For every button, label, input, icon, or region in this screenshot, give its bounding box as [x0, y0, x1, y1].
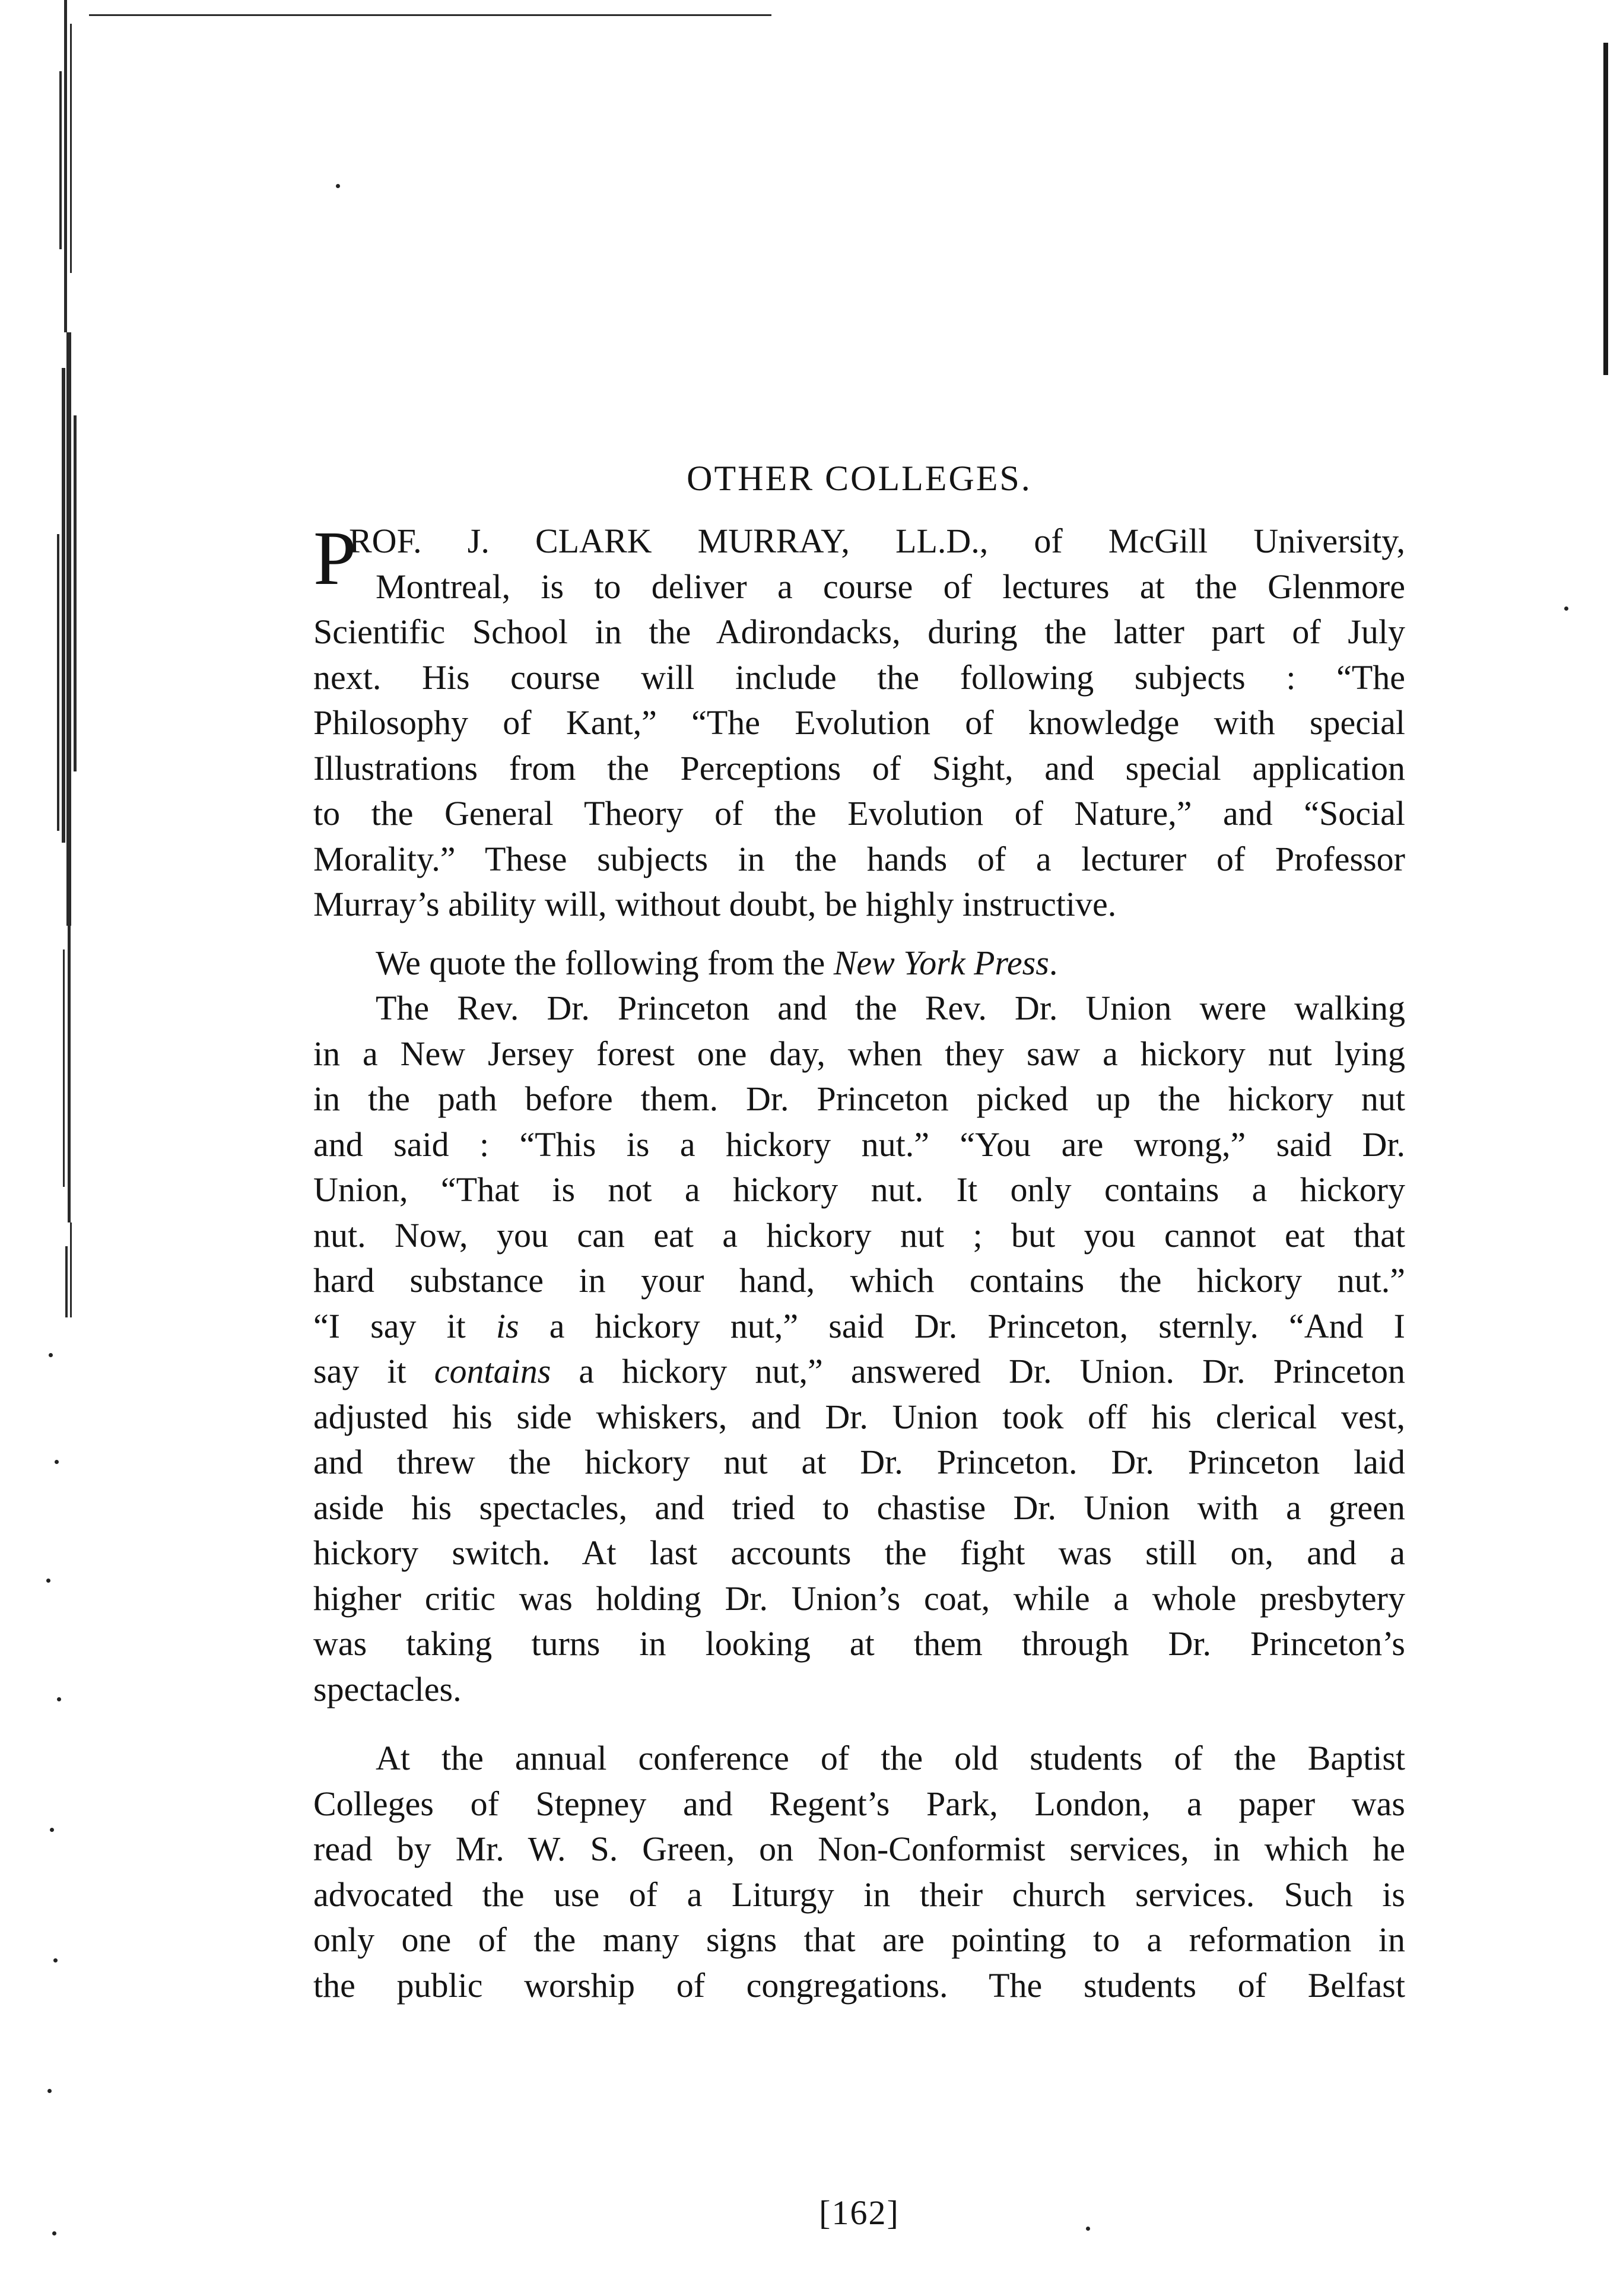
text-line: in the path before them. Dr. Princeton picked up the hickory nut — [313, 1079, 1405, 1118]
page-content — [313, 457, 1406, 2232]
text-line: nut. Now, you can eat a hickory nut ; but you cannot eat that — [313, 1215, 1405, 1255]
text-line: and threw the hickory nut at Dr. Princeton. Dr. Princeton laid — [313, 1443, 1405, 1481]
text-run: We quote the following from the — [376, 943, 834, 982]
text-run: say it — [313, 1352, 434, 1390]
text-line: advocated the use of a Liturgy in their church services. Such is — [313, 1875, 1405, 1914]
text-line: hickory switch. At last accounts the fight was still on, and a — [313, 1533, 1405, 1572]
dropcap: P — [313, 516, 357, 601]
page-title: OTHER COLLEGES. — [687, 459, 1032, 498]
text-line: the public worship of congregations. The students of Belfast — [313, 1965, 1405, 2005]
margin-speck — [50, 1828, 54, 1832]
stray-mark — [1564, 606, 1568, 611]
text-line: Union, “That is not a hickory nut. It only contains a hickory — [313, 1170, 1405, 1209]
paragraph-murray — [313, 516, 1405, 928]
text-line: higher critic was holding Dr. Union’s coat, while a whole presbytery — [313, 1579, 1405, 1618]
margin-speck — [49, 1353, 53, 1357]
text-line: spectacles. — [313, 1669, 462, 1708]
text-line — [313, 1349, 1405, 1395]
text-run: “I say it — [313, 1306, 496, 1345]
text-line: adjusted his side whiskers, and Dr. Union took off his clerical vest, — [313, 1397, 1405, 1436]
text-line: ROF. J. CLARK MURRAY, LL.D., of McGill University, — [349, 522, 1405, 560]
text-line: next. His course will include the following subjects : “The — [313, 658, 1405, 697]
text-line: aside his spectacles, and tried to chastise Dr. Union with a green — [313, 1488, 1405, 1527]
margin-speck — [57, 1697, 61, 1701]
stray-mark — [336, 184, 340, 188]
text-line: only one of the many signs that are pointing to a reformation in — [313, 1920, 1405, 1959]
publication-title: New York Press — [833, 943, 1049, 982]
right-edge-bar — [1603, 43, 1608, 375]
top-rule — [89, 14, 771, 16]
text-line: Illustrations from the Perceptions of Sight, and special application — [313, 748, 1405, 787]
margin-speck — [53, 1958, 58, 1962]
left-margin-binding-noise — [0, 0, 95, 2296]
emphasis: contains — [434, 1352, 551, 1390]
text-line: At the annual conference of the old students of the Baptist — [376, 1739, 1405, 1777]
text-line: in a New Jersey forest one day, when they saw a hickory nut lying — [313, 1034, 1405, 1073]
margin-speck — [55, 1460, 59, 1464]
text-line — [313, 941, 1405, 986]
text-line: hard substance in your hand, which contains the hickory nut.” — [313, 1261, 1405, 1300]
text-line: Morality.” These subjects in the hands of a lecturer of Professor — [313, 839, 1405, 878]
margin-speck — [52, 2231, 56, 2235]
text-run: . — [1049, 943, 1058, 982]
text-run: a hickory nut,” answered Dr. Union. Dr. Princeton — [551, 1352, 1406, 1390]
text-line: Murray’s ability will, without doubt, be highly instructive. — [313, 885, 1117, 923]
paragraph-quote-intro — [313, 941, 1405, 986]
text-line: to the General Theory of the Evolution of Nature,” and “Social — [313, 794, 1405, 833]
text-run: a hickory nut,” said Dr. Princeton, sternly. “And I — [519, 1306, 1405, 1345]
emphasis: is — [495, 1306, 519, 1345]
text-line: Philosophy of Kant,” “The Evolution of knowledge with special — [313, 703, 1405, 742]
text-line: The Rev. Dr. Princeton and the Rev. Dr. Union were walking — [376, 989, 1405, 1027]
paragraph-princeton — [313, 986, 1405, 1712]
text-line — [313, 1304, 1405, 1349]
text-line: and said : “This is a hickory nut.” “You are wrong,” said Dr. — [313, 1125, 1405, 1164]
margin-speck — [46, 1579, 50, 1583]
text-line: read by Mr. W. S. Green, on Non-Conformist services, in which he — [313, 1830, 1405, 1868]
text-line: Montreal, is to deliver a course of lectures at the Glenmore — [376, 567, 1405, 606]
text-line: Colleges of Stepney and Regent’s Park, London, a paper was — [313, 1784, 1405, 1823]
text-line: Scientific School in the Adirondacks, during the latter part of July — [313, 612, 1405, 651]
margin-speck — [47, 2089, 52, 2093]
text-line: was taking turns in looking at them through Dr. Princeton’s — [313, 1624, 1405, 1663]
page-number: [162] — [819, 2193, 900, 2232]
paragraph-baptist — [313, 1736, 1405, 2008]
